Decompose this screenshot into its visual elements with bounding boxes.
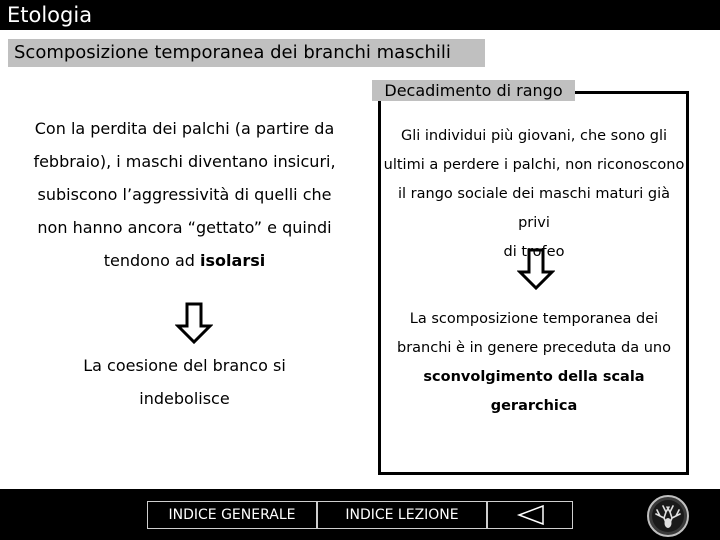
left-line: febbraio), i maschi diventano insicuri, — [33, 152, 336, 171]
left-line: subiscono l’aggressività di quelli che — [37, 185, 332, 204]
rank-decline-label: Decadimento di rango — [372, 80, 575, 101]
left-line-bold: isolarsi — [200, 251, 266, 270]
left-conclusion-line: La coesione del branco si — [83, 356, 286, 375]
left-explanation — [12, 112, 357, 277]
app-title: Etologia — [7, 3, 93, 27]
right-line: di trofeo — [503, 244, 565, 260]
right-conclusion-bold — [383, 363, 685, 421]
deer-logo-icon[interactable] — [646, 494, 690, 538]
right-conclusion — [383, 305, 685, 421]
right-conclusion-line: branchi è in genere preceduta da uno — [397, 340, 671, 356]
triangle-left-icon — [510, 503, 550, 527]
down-arrow-icon — [517, 248, 555, 290]
right-conclusion-line: La scomposizione temporanea dei — [409, 311, 659, 327]
right-line: ultimi a perdere i palchi, non riconoscono — [383, 157, 685, 173]
left-conclusion-line: indebolisce — [139, 389, 230, 408]
left-line: non hanno ancora “gettato” e quindi — [37, 218, 332, 237]
right-line: Gli individui più giovani, che sono gli — [400, 128, 668, 144]
left-line-prefix: tendono ad — [103, 251, 201, 270]
index-general-button[interactable]: INDICE GENERALE — [147, 501, 317, 529]
left-conclusion — [12, 349, 357, 415]
right-explanation — [383, 122, 685, 267]
right-line: il rango sociale dei maschi maturi già privi — [398, 186, 670, 231]
right-conclusion-bold-text: sconvolgimento della scala gerarchica — [423, 369, 645, 414]
left-line: Con la perdita dei palchi (a partire da — [34, 119, 335, 138]
slide-subtitle: Scomposizione temporanea dei branchi maschili — [8, 39, 485, 67]
back-button[interactable] — [487, 501, 573, 529]
left-line-last — [12, 244, 357, 277]
index-lesson-button[interactable]: INDICE LEZIONE — [317, 501, 487, 529]
title-bar — [0, 0, 720, 30]
down-arrow-icon — [175, 302, 213, 344]
